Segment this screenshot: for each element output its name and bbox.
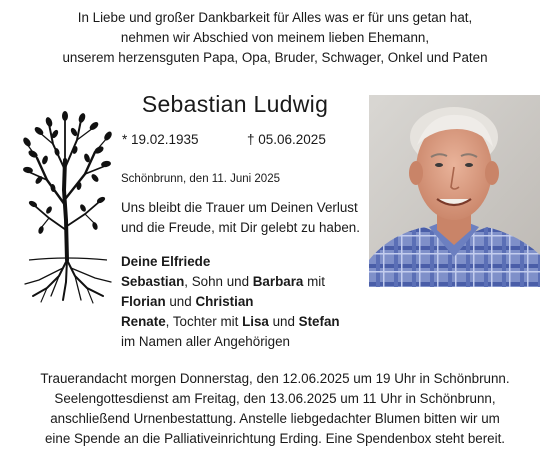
mourner-line — [121, 292, 340, 312]
mourner-name: Lisa — [242, 314, 269, 329]
mourner-line — [121, 272, 340, 292]
place-and-date: Schönbrunn, den 11. Juni 2025 — [121, 173, 280, 185]
mourner-name: Christian — [195, 294, 254, 309]
portrait-photo — [369, 95, 540, 287]
mourner-text: , Sohn und — [184, 274, 253, 289]
quote-line: Uns bleibt die Trauer um Deinen Verlust — [121, 200, 358, 215]
mourner-name: Barbara — [252, 274, 304, 289]
birth-date: * 19.02.1935 — [122, 132, 199, 147]
mourner-line — [121, 332, 340, 352]
mourner-name: Sebastian — [121, 274, 185, 289]
mourner-line — [121, 252, 340, 272]
deceased-name: Sebastian Ludwig — [141, 91, 329, 117]
mourner-name: Stefan — [298, 314, 340, 329]
footer-line: eine Spende an die Palliativeinrichtung Erding. Eine Spendenbox steht bereit. — [44, 431, 506, 446]
mourner-text: im Namen aller Angehörigen — [121, 334, 290, 349]
mourner-text: und — [268, 314, 299, 329]
footer-line: anschließend Urnenbestattung. Anstelle liebgedachter Blumen bitten wir um — [50, 411, 500, 426]
death-date: † 05.06.2025 — [247, 132, 326, 147]
mourner-text: mit — [303, 274, 325, 289]
footer-line: Trauerandacht morgen Donnerstag, den 12.06.2025 um 19 Uhr in Schönbrunn. — [40, 371, 510, 386]
footer-line: Seelengottesdienst am Freitag, den 13.06.2025 um 11 Uhr in Schönbrunn, — [54, 391, 496, 406]
mourner-name: Renate — [121, 314, 166, 329]
intro-line: In Liebe und großer Dankbarkeit für Alles was er für uns getan hat, — [77, 10, 473, 25]
tree-with-roots-icon — [19, 110, 115, 305]
mourners-list — [121, 252, 340, 352]
quote-line: und die Freude, mit Dir gelebt zu haben. — [121, 220, 360, 235]
funeral-details — [0, 369, 550, 449]
mourner-line — [121, 312, 340, 332]
mourner-text: und — [165, 294, 196, 309]
mourner-name: Florian — [121, 294, 166, 309]
intro-text — [0, 8, 550, 68]
intro-line: nehmen wir Abschied von meinem lieben Ehemann, — [120, 30, 430, 45]
memorial-quote — [121, 198, 360, 238]
mourner-text: , Tochter mit — [165, 314, 243, 329]
mourner-name: Deine Elfriede — [121, 254, 211, 269]
intro-line: unserem herzensguten Papa, Opa, Bruder, Schwager, Onkel und Paten — [62, 50, 488, 65]
